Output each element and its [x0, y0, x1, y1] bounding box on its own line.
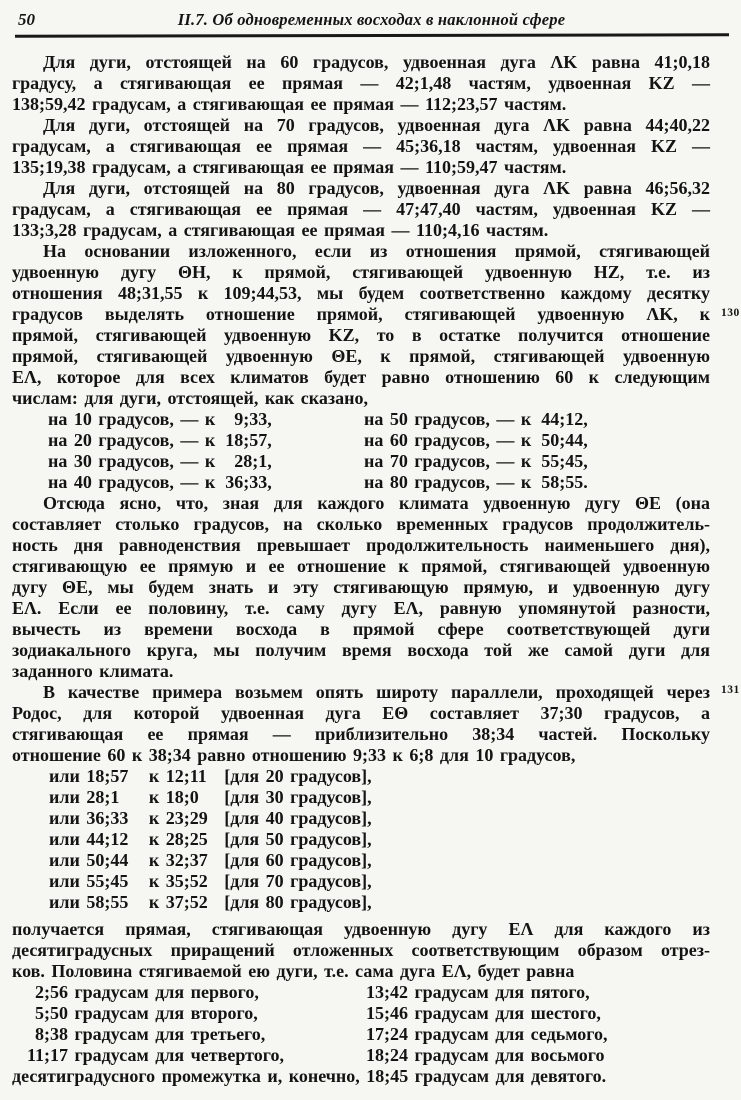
margin-page-marker-131: 131 — [721, 684, 740, 696]
proportion-row — [12, 787, 710, 808]
text-line: градусов выделять отношение прямой, стягивающей удвоенную ΛK, к — [12, 304, 710, 324]
proportion-value-1: 58;55 — [86, 892, 129, 912]
proportion-prefix: или — [49, 871, 80, 891]
proportion-note: [для 40 градусов], — [224, 808, 372, 828]
ratio-value: 58;55. — [541, 472, 588, 492]
arc-label: градусам для восьмого — [414, 1045, 605, 1065]
text-line: числам: для дуги, отстоящей, как сказано, — [12, 388, 368, 408]
text-line: Для дуги, отстоящей на 80 градусов, удвоенная дуга ΛK равна 46;56,32 — [43, 178, 710, 198]
text-line: десятиградусных приращений отложенных соответствующим образом отрез- — [12, 940, 710, 960]
proportion-row — [12, 892, 710, 913]
ratio-value: 55;45, — [541, 451, 588, 471]
proportion-note: [для 60 градусов], — [224, 850, 372, 870]
text-line: ность дня равноденствия превышает продолжительность наименьшего дня), — [12, 535, 710, 555]
proportion-connector: к — [148, 871, 160, 891]
text-line: градусу, а стягивающая ее прямая — 42;1,48 частям, удвоенная KZ — — [12, 73, 710, 93]
arc-cell — [364, 1024, 710, 1045]
margin-page-marker-130: 130 — [721, 307, 740, 319]
text-line: ков. Половина стягиваемой ею дуги, т.е. сама дуга EΛ, будет равна — [12, 961, 575, 981]
paragraph-arc-70 — [12, 115, 710, 178]
text-line: EΛ. Если ее половину, т.е. саму дугу EΛ, равную упомянутой разности, — [12, 598, 710, 618]
text-line: составляет столько градусов, на сколько временных градусов продолжитель- — [12, 514, 710, 534]
proportion-value-2: 28;25 — [165, 829, 208, 849]
running-title: II.7. Об одновременных восходах в наклонной сфере — [177, 10, 566, 29]
proportion-value-1: 28;1 — [86, 787, 120, 807]
arc-label: градусам для первого, — [74, 982, 259, 1002]
ratio-table — [12, 409, 710, 493]
text-line: получается прямая, стягивающая удвоенную дугу EΛ для каждого из — [12, 919, 710, 939]
text-line: EΛ, которое для всех климатов будет равно отношению 60 к следующим — [12, 367, 710, 387]
proportion-connector: к — [148, 892, 160, 912]
arc-value: 11;17 — [26, 1045, 68, 1065]
arc-row — [12, 1045, 710, 1066]
ratio-cell — [12, 409, 364, 430]
arc-label: градусам для третьего, — [74, 1024, 266, 1044]
text-line: Отсюда ясно, что, зная для каждого климата удвоенную дугу ΘE (она — [43, 493, 710, 513]
ratio-label: на 40 градусов, — к — [48, 472, 216, 492]
proportion-note: [для 50 градусов], — [224, 829, 372, 849]
ratio-row — [12, 430, 710, 451]
ratio-cell — [364, 451, 710, 472]
arc-value: 17;24 — [366, 1024, 408, 1044]
ratio-label: на 10 градусов, — к — [48, 409, 216, 429]
ratio-label: на 20 градусов, — к — [48, 430, 216, 450]
proportion-value-2: 32;37 — [165, 850, 208, 870]
proportion-value-1: 36;33 — [86, 808, 129, 828]
arc-value: 13;42 — [366, 982, 408, 1002]
proportion-value-2: 12;11 — [165, 766, 207, 786]
arc-value: 8;38 — [35, 1024, 68, 1044]
page-header — [15, 10, 728, 32]
arc-row — [12, 1003, 710, 1024]
ratio-cell — [12, 451, 364, 472]
text-line: стягивающая ее прямая — приблизительно 38;34 частей. Поскольку — [12, 724, 710, 744]
proportion-connector: к — [148, 766, 160, 786]
text-line: отношение 60 к 38;34 равно отношению 9;33 к 6;8 для 10 градусов, — [12, 745, 576, 765]
ratio-value: 44;12, — [541, 409, 588, 429]
proportion-prefix: или — [49, 808, 80, 828]
text-line: В качестве примера возьмем опять широту параллели, проходящей через — [43, 682, 710, 702]
arc-cell — [12, 1003, 364, 1024]
proportion-list — [12, 766, 710, 913]
arc-cell — [364, 1003, 710, 1024]
arc-cell — [12, 982, 364, 1003]
text-line: десятиградусного промежутка и, конечно, 18;45 градусам для девятого. — [12, 1066, 607, 1086]
ratio-row — [12, 409, 710, 430]
text-line: градусам, а стягивающая ее прямая — 45;36,18 частям, удвоенная KZ — — [12, 136, 710, 156]
text-line: Для дуги, отстоящей на 70 градусов, удвоенная дуга ΛK равна 44;40,22 — [43, 115, 710, 135]
arc-label: градусам для шестого, — [414, 1003, 601, 1023]
arc-label: градусам для четвертого, — [74, 1045, 284, 1065]
ratio-value: 18;57, — [225, 430, 272, 450]
proportion-row — [12, 808, 710, 829]
proportion-connector: к — [148, 787, 160, 807]
ratio-label: на 30 градусов, — к — [48, 451, 216, 471]
ratio-value: 28;1, — [234, 451, 272, 471]
proportion-value-2: 37;52 — [165, 892, 208, 912]
proportion-connector: к — [148, 829, 160, 849]
arc-cell — [12, 1024, 364, 1045]
proportion-prefix: или — [49, 766, 80, 786]
proportion-row — [12, 850, 710, 871]
proportion-value-1: 18;57 — [86, 766, 129, 786]
ratio-value: 50;44, — [541, 430, 588, 450]
ratio-cell — [364, 430, 710, 451]
proportion-note: [для 70 градусов], — [224, 871, 372, 891]
proportion-value-2: 18;0 — [165, 787, 199, 807]
text-line: прямой, стягивающей удвоенную ΘE, к прямой, стягивающей удвоенную — [12, 346, 710, 366]
proportion-connector: к — [148, 850, 160, 870]
paragraph-arc-60 — [12, 52, 710, 115]
ratio-cell — [12, 430, 364, 451]
ratio-cell — [364, 409, 710, 430]
proportion-value-2: 35;52 — [165, 871, 208, 891]
proportion-value-1: 50;44 — [86, 850, 129, 870]
ratio-value: 9;33, — [234, 409, 272, 429]
arc-row — [12, 982, 710, 1003]
proportion-prefix: или — [49, 850, 80, 870]
ratio-row — [12, 451, 710, 472]
proportion-note: [для 30 градусов], — [224, 787, 372, 807]
proportion-value-1: 55;45 — [86, 871, 129, 891]
text-line: заданного климата. — [12, 661, 174, 681]
arc-label: градусам для седьмого, — [414, 1024, 608, 1044]
ratio-row — [12, 472, 710, 493]
proportion-prefix: или — [49, 787, 80, 807]
arc-cell — [364, 1045, 710, 1066]
text-line: отношения 48;31,55 к 109;44,53, мы будем соответственно каждому десятку — [12, 283, 710, 303]
paragraph-climate-explanation — [12, 493, 710, 682]
text-line: прямой, стягивающей удвоенную KZ, то в остатке получится отношение — [12, 325, 710, 345]
arc-cell — [12, 1045, 364, 1066]
paragraph-ratios-intro — [12, 241, 710, 409]
arc-label: градусам для пятого, — [414, 982, 590, 1002]
proportion-prefix: или — [49, 829, 80, 849]
text-line: 135;19,38 градусам, а стягивающая ее прямая — 110;59,47 частям. — [12, 157, 567, 177]
proportion-row — [12, 829, 710, 850]
arc-label: градусам для второго, — [74, 1003, 258, 1023]
text-line: удвоенную дугу ΘH, к прямой, стягивающей удвоенную HZ, т.е. из — [12, 262, 710, 282]
text-line: градусам, а стягивающая ее прямая — 47;47,40 частям, удвоенная KZ — — [12, 199, 710, 219]
ratio-label: на 60 градусов, — к — [364, 430, 532, 450]
arc-cell — [364, 982, 710, 1003]
proportion-value-1: 44;12 — [86, 829, 129, 849]
text-line: 133;3,28 градусам, а стягивающая ее прямая — 110;4,16 частям. — [12, 220, 549, 240]
proportion-connector: к — [148, 808, 160, 828]
text-line: 138;59,42 градусам, а стягивающая ее прямая — 112;23,57 частям. — [12, 94, 567, 114]
paragraph-arc-80 — [12, 178, 710, 241]
header-rule — [15, 33, 729, 37]
arc-value: 18;24 — [366, 1045, 408, 1065]
ratio-label: на 80 градусов, — к — [364, 472, 532, 492]
body-text — [12, 52, 710, 1087]
ratio-cell — [12, 472, 364, 493]
text-line: вычесть из времени восхода в прямой сфере соответствующей дуги — [12, 619, 710, 639]
proportion-prefix: или — [49, 892, 80, 912]
ratio-value: 36;33, — [225, 472, 272, 492]
text-line: дугу ΘE, мы будем знать и эту стягивающую прямую, и удвоенную дугу — [12, 577, 710, 597]
arc-row — [12, 1024, 710, 1045]
proportion-row — [12, 871, 710, 892]
arc-value: 5;50 — [35, 1003, 68, 1023]
paragraph-result — [12, 919, 710, 982]
paragraph-closing — [12, 1066, 710, 1087]
arc-value: 15;46 — [366, 1003, 408, 1023]
paragraph-rhodes-example — [12, 682, 710, 766]
proportion-value-2: 23;29 — [165, 808, 208, 828]
arc-table — [12, 982, 710, 1066]
proportion-note: [для 80 градусов], — [224, 892, 372, 912]
ratio-cell — [364, 472, 710, 493]
proportion-row — [12, 766, 710, 787]
text-line: На основании изложенного, если из отношения прямой, стягивающей — [43, 241, 710, 261]
ratio-label: на 50 градусов, — к — [364, 409, 532, 429]
arc-value: 2;56 — [35, 982, 68, 1002]
ratio-label: на 70 градусов, — к — [364, 451, 532, 471]
page-number: 50 — [18, 10, 35, 29]
text-line: стягивающую ее прямую и ее отношение к прямой, стягивающей удвоенную — [12, 556, 710, 576]
text-line: Родос, для которой удвоенная дуга EΘ составляет 37;30 градусов, а — [12, 703, 710, 723]
text-line: зодиакального круга, мы получим время восхода той же самой дуги для — [12, 640, 710, 660]
text-line: Для дуги, отстоящей на 60 градусов, удвоенная дуга ΛK равна 41;0,18 — [43, 52, 710, 72]
proportion-note: [для 20 градусов], — [224, 766, 372, 786]
